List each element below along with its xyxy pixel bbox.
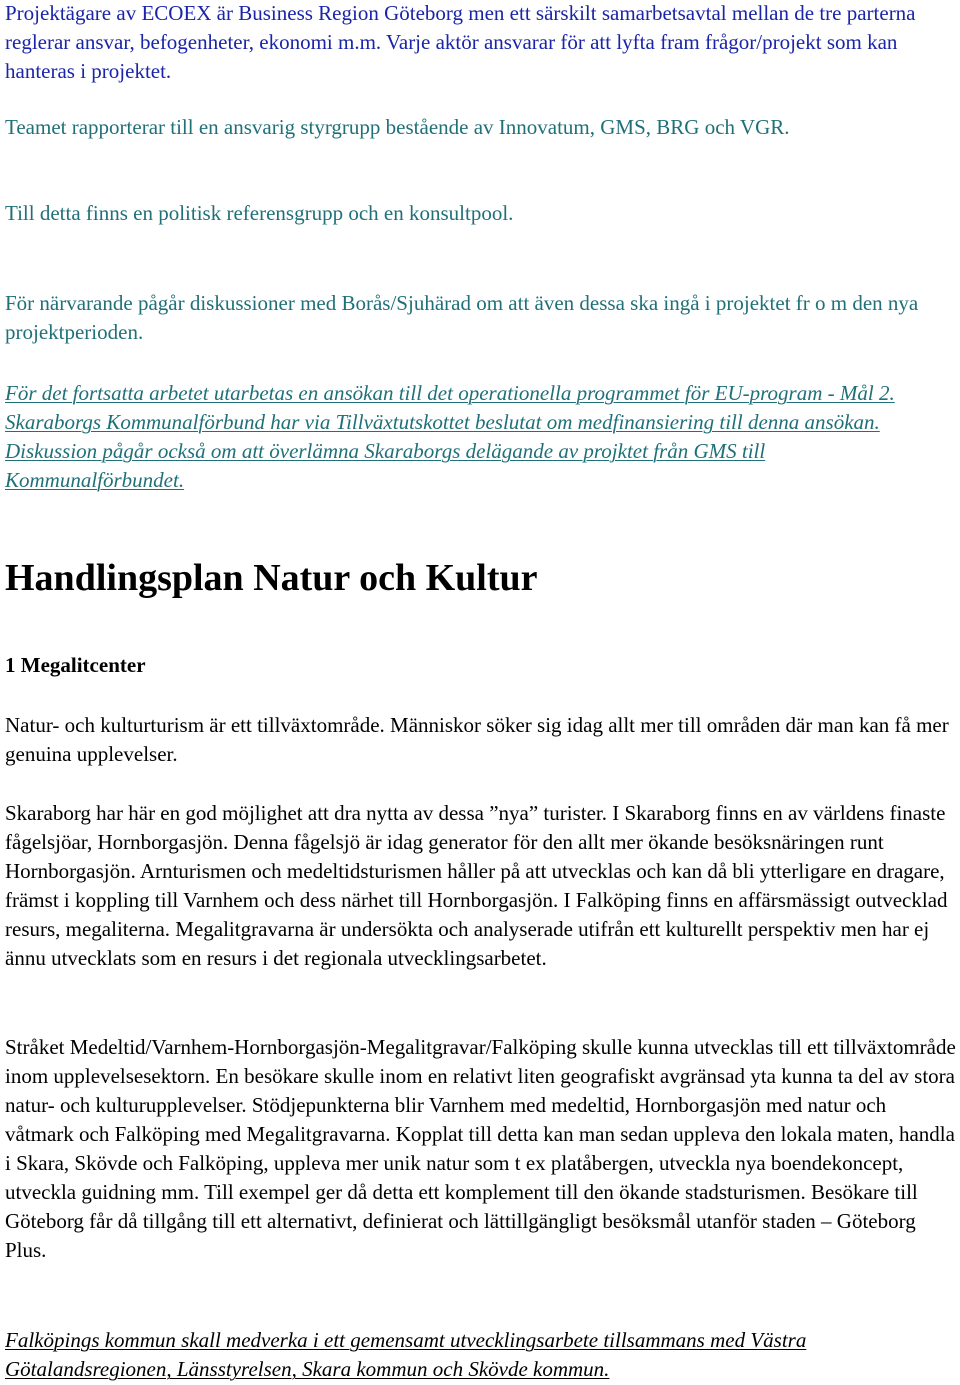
paragraph-medieval-route: Stråket Medeltid/Varnhem-Hornborgasjön-Megalitgravar/Falköping skulle kunna utvecklas till ett tillväxtområde inom upplevelsesektorn. En besökare skulle inom en relativt liten geografiskt avgränsad yta kunna ta del av stora natur- och kulturupplevelser. Stödjepunkterna blir Varnhem med medeltid, Hornborgasjön med natur och våtmark och Falköping med Megalitgravarna. Kopplat till detta kan man sedan uppleva den lokala maten, handla i Skara, Skövde och Falköping, uppleva mer unik natur som t ex platåbergen, utveckla nya boendekoncept, utveckla guidning mm. Till exempel ger då detta ett komplement till den ökande stadsturismen. Besökare till Göteborg får då tillgång till ett alternativt, definierat och lättillgängligt besöksmål utanför staden – Göteborg Plus. bbox=[5, 1035, 956, 1262]
paragraph-eu-application: För det fortsatta arbetet utarbetas en ansökan till det operationella programmet för EU-program - Mål 2. Skaraborgs Kommunalförbund har via Tillväxtutskottet beslutat om medfinansiering till denna ansökan. Diskussion pågår också om att överlämna Skaraborgs delägande av projktet från GMS till Kommunalförbundet. bbox=[5, 381, 895, 492]
paragraph-boras-discussion: För närvarande pågår diskussioner med Borås/Sjuhärad om att även dessa ska ingå i projektet fr o m den nya projektperioden. bbox=[5, 291, 919, 344]
subsection-heading: 1 Megalitcenter bbox=[5, 653, 146, 677]
paragraph-reference-group: Till detta finns en politisk referensgrupp och en konsultpool. bbox=[5, 201, 514, 225]
paragraph-falkoping-participation: Falköpings kommun skall medverka i ett gemensamt utvecklingsarbete tillsammans med Västra Götalandsregionen, Länsstyrelsen, Skara kommun och Skövde kommun. bbox=[5, 1328, 807, 1381]
paragraph-project-owner: Projektägare av ECOEX är Business Region Göteborg men ett särskilt samarbetsavtal mellan de tre parterna reglerar ansvar, befogenheter, ekonomi m.m. Varje aktör ansvarar för att lyfta fram frågor/projekt som kan hanteras i projektet. bbox=[5, 1, 916, 83]
paragraph-skaraborg-opportunity: Skaraborg har här en god möjlighet att dra nytta av dessa ”nya” turister. I Skaraborg finns en av världens finaste fågelsjöar, Hornborgasjön. Denna fågelsjö är idag generator för den allt mer ökande besöksnäringen runt Hornborgasjön. Arnturismen och medeltidsturismen håller på att utvecklas och kan då bli ytterligare en dragare, främst i koppling till Varnhem och dess närhet till Hornborgasjön. I Falköping finns en affärsmässigt outvecklad resurs, megaliterna. Megalitgravarna är undersökta och analyserade utifrån ett kulturellt perspektiv men har ej ännu utvecklats som en resurs i det regionala utvecklingsarbetet. bbox=[5, 801, 948, 970]
section-heading: Handlingsplan Natur och Kultur bbox=[5, 557, 538, 599]
paragraph-nature-culture-tourism: Natur- och kulturturism är ett tillväxtområde. Människor söker sig idag allt mer till områden där man kan få mer genuina upplevelser. bbox=[5, 713, 949, 766]
paragraph-steering-group: Teamet rapporterar till en ansvarig styrgrupp bestående av Innovatum, GMS, BRG och VGR. bbox=[5, 115, 790, 139]
